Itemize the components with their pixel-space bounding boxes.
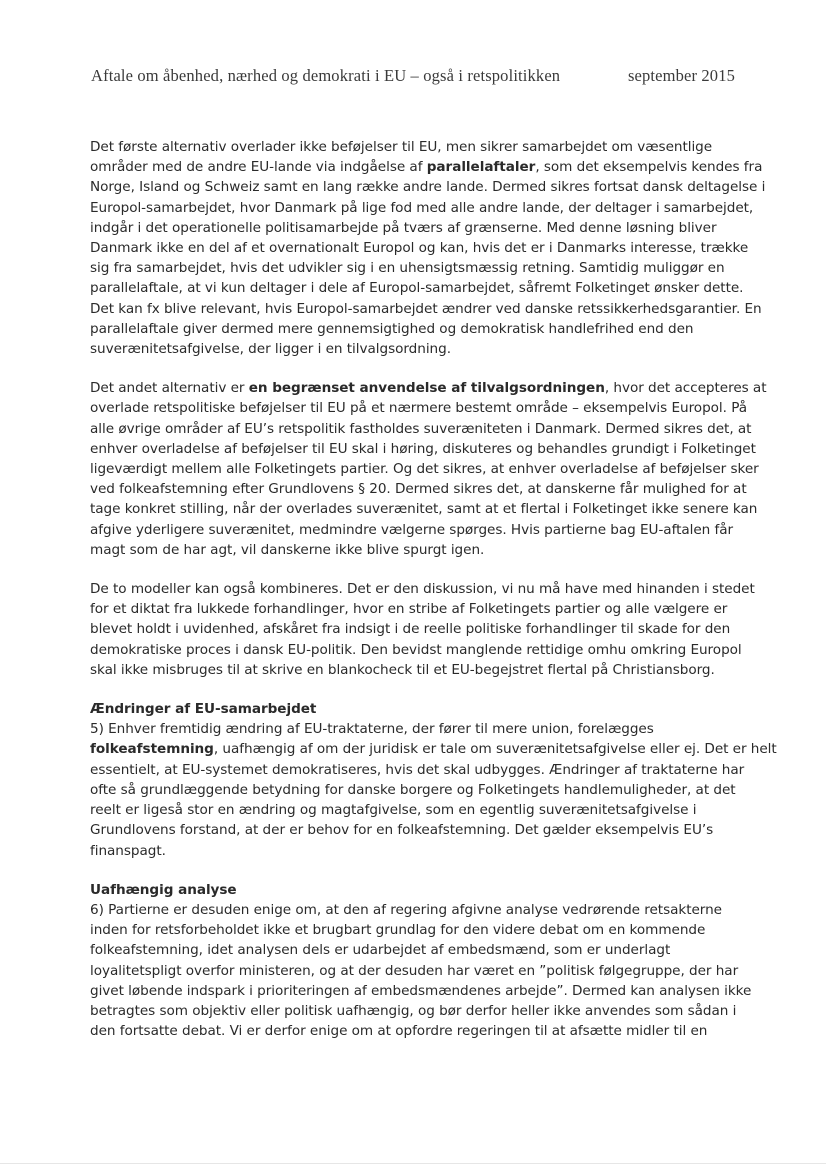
text-line: loyalitetspligt overfor ministeren, og at der desuden har været en ”politisk følgegruppe, der har: [90, 962, 739, 979]
text-line: skal ikke misbruges til at skrive en blankocheck til et EU-begejstret flertal på Christiansborg.: [90, 661, 715, 678]
text-line: blevet holdt i uvidenhed, afskåret fra indsigt i de reelle politiske forhandlinger til skade for den: [90, 621, 731, 638]
page-header: [91, 66, 741, 92]
text-line: afgive yderligere suverænitet, medmindre vælgerne spørges. Hvis partierne bag EU-aftalen får: [90, 521, 734, 538]
text-line: Det kan fx blive relevant, hvis Europol-samarbejdet ændrer ved danske retssikkerhedsgarantier. En: [90, 300, 762, 317]
document-title: Aftale om åbenhed, nærhed og demokrati i EU – også i retspolitikken: [91, 66, 561, 85]
text-line: inden for retsforbeholdet ikke et brugbart grundlag for den videre debat om en kommende: [90, 922, 706, 939]
text-line: reelt er ligeså stor en ændring og magtafgivelse, som en egentlig suverænitetsafgivelse i: [90, 802, 697, 819]
text-line: alle øvrige områder af EU’s retspolitik fastholdes suveræniteten i Danmark. Dermed sikres det, at: [90, 420, 752, 437]
text-line: Danmark ikke en del af et overnationalt Europol og kan, hvis det er i Danmarks interesse, trække: [90, 240, 749, 257]
text-line: den fortsatte debat. Vi er derfor enige om at opfordre regeringen til at afsætte midler til en: [90, 1023, 708, 1040]
text-line: parallelaftale, at vi kun deltager i dele af Europol-samarbejdet, såfremt Folketinget ønsker dette.: [90, 280, 744, 297]
paragraph-independent-analysis: [90, 900, 752, 1041]
text-line: De to modeller kan også kombineres. Det er den diskussion, vi nu må have med hinanden i stedet: [90, 581, 755, 598]
text-line: betragtes som objektiv eller politisk uafhængig, og bør derfor heller ikke anvendes som sådan i: [90, 1002, 737, 1019]
text-line: demokratiske proces i dansk EU-politik. Den bevidst manglende rettidige omhu omkring Europol: [90, 641, 742, 658]
document-body: [90, 137, 777, 1041]
text-line: indgår i det operationelle politisamarbejde på tværs af grænserne. Med denne løsning bliver: [90, 219, 717, 236]
document-date: september 2015: [627, 66, 735, 85]
text-line: suverænitetsafgivelse, der ligger i en tilvalgsordning.: [90, 341, 451, 358]
text-line: Europol-samarbejdet, hvor Danmark på lige fod med alle andre lande, der deltager i samarbejdet,: [90, 199, 754, 216]
text-line: områder med de andre EU-lande via indgåelse af parallelaftaler, som det eksempelvis kendes fra: [90, 159, 763, 176]
bold-term: en begrænset anvendelse af tilvalgsordningen: [248, 380, 605, 397]
text-line: Norge, Island og Schweiz samt en lang række andre lande. Dermed sikres fortsat dansk deltagelse i: [90, 179, 766, 196]
text-line: overlade retspolitiske beføjelser til EU på et nærmere bestemt område – eksempelvis Europol. På: [90, 400, 748, 417]
text-line: tage konkret stilling, når der overlades suverænitet, samt at et flertal i Folketinget ikke senere kan: [90, 501, 758, 518]
text-line: parallelaftale giver dermed mere gennemsigtighed og demokratisk handlefrihed end den: [90, 320, 694, 337]
text-line: givet løbende indspark i prioriteringen af embedsmændenes arbejde”. Dermed kan analysen ikke: [90, 982, 752, 999]
text-line: Det andet alternativ er en begrænset anvendelse af tilvalgsordningen, hvor det accepteres at: [90, 380, 767, 397]
text-line: 5) Enhver fremtidig ændring af EU-traktaterne, der fører til mere union, forelægges: [90, 721, 654, 738]
page-bottom-edge: [0, 1163, 826, 1164]
text-line: essentielt, at EU-systemet demokratiseres, hvis det skal udbygges. Ændringer af traktaterne har: [90, 761, 745, 778]
text-line: finanspagt.: [90, 842, 166, 859]
text-line: Det første alternativ overlader ikke beføjelser til EU, men sikrer samarbejdet om væsentlige: [90, 139, 713, 155]
text-line: 6) Partierne er desuden enige om, at den af regering afgivne analyse vedrørende retsakterne: [90, 901, 722, 918]
text-line: ofte så grundlæggende betydning for danske borgere og Folketingets handlemuligheder, at det: [90, 781, 736, 798]
section-heading-analysis: Uafhængig analyse: [90, 881, 237, 898]
text-line: ved folkeafstemning efter Grundlovens § 20. Dermed sikres det, at danskerne får mulighed for at: [90, 481, 747, 498]
text-line: Grundlovens forstand, at der er behov for en folkeafstemning. Det gælder eksempelvis EU’s: [90, 822, 714, 839]
section-heading-changes: Ændringer af EU-samarbejdet: [90, 701, 317, 718]
text-line: folkeafstemning, uafhængig af om der juridisk er tale om suverænitetsafgivelse eller ej. Det er helt: [90, 741, 777, 758]
text-line: for et diktat fra lukkede forhandlinger, hvor en stribe af Folketingets partier og alle vælgere er: [90, 601, 728, 618]
paragraph-second-alternative: [90, 378, 767, 560]
text-line: folkeafstemning, idet analysen dels er udarbejdet af embedsmænd, som er underlagt: [90, 942, 671, 959]
paragraph-first-alternative: [90, 137, 766, 359]
text-line: ligeværdigt mellem alle Folketingets partier. Og det sikres, at enhver overladelse af beføjelser sker: [90, 461, 759, 478]
bold-term: folkeafstemning: [90, 741, 214, 758]
paragraph-combined-models: [90, 579, 755, 680]
text-line: sig fra samarbejdet, hvis det udvikler sig i en uhensigtsmæssig retning. Samtidig muliggør en: [90, 260, 725, 277]
text-line: enhver overladelse af beføjelser til EU skal i høring, diskuteres og behandles grundigt i Folketinget: [90, 440, 756, 457]
paragraph-treaty-changes: [90, 719, 777, 860]
bold-term: parallelaftaler: [426, 159, 536, 176]
text-line: magt som de har agt, vil danskerne ikke blive spurgt igen.: [90, 541, 485, 558]
